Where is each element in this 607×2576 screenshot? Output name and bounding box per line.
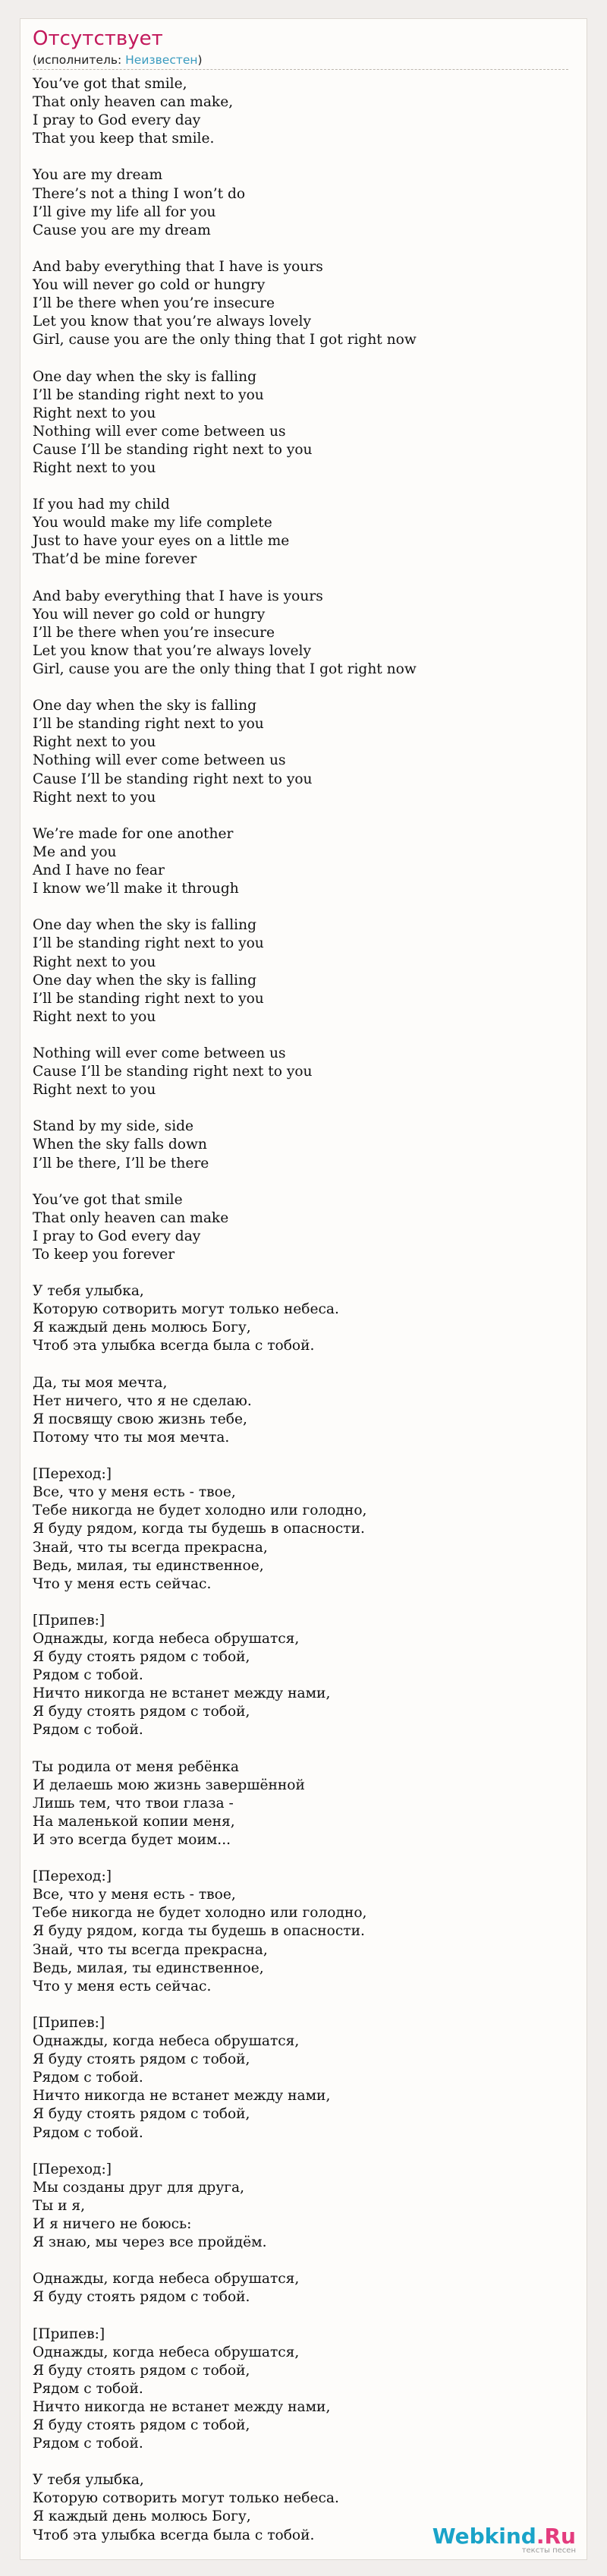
- lyrics-line: Рядом с тобой.: [33, 1667, 143, 1684]
- lyrics-stanza: [33, 825, 573, 898]
- lyrics-line: [Переход:]: [33, 2161, 112, 2177]
- lyrics-line: Stand by my side, side: [33, 1118, 194, 1135]
- lyrics-stanza: [33, 258, 573, 349]
- lyrics-line: Да, ты моя мечта,: [33, 1374, 168, 1391]
- lyrics-stanza: [33, 2161, 573, 2252]
- lyrics-line: Ничто никогда не встанет между нами,: [33, 1685, 331, 1702]
- lyrics-line: Cause you are my dream: [33, 222, 211, 238]
- lyrics-line: Я буду рядом, когда ты будешь в опасности.: [33, 1923, 365, 1940]
- lyrics-line: Right next to you: [33, 734, 156, 751]
- lyrics-line: Girl, cause you are the only thing that I got right now: [33, 332, 417, 348]
- lyrics-line: У тебя улыбка,: [33, 2472, 144, 2489]
- lyrics-line: Нет ничего, что я не сделаю.: [33, 1392, 252, 1409]
- artist-byline: [33, 53, 203, 67]
- lyrics-line: Я буду стоять рядом с тобой,: [33, 2106, 250, 2123]
- lyrics-line: Я знаю, мы через все пройдём.: [33, 2234, 267, 2251]
- lyrics-line: I’ll give my life all for you: [33, 203, 216, 220]
- lyrics-line: Cause I’ll be standing right next to you: [33, 771, 313, 787]
- lyrics-stanza: [33, 916, 573, 1026]
- lyrics-line: Я буду стоять рядом с тобой.: [33, 2289, 250, 2306]
- lyrics-line: Я буду стоять рядом с тобой,: [33, 2417, 250, 2433]
- lyrics-line: Ничто никогда не встанет между нами,: [33, 2088, 331, 2105]
- lyrics-line: Что у меня есть сейчас.: [33, 1575, 212, 1592]
- lyrics-line: Я каждый день молюсь Богу,: [33, 2508, 251, 2525]
- lyrics-line: Чтоб эта улыбка всегда была с тобой.: [33, 1338, 315, 1354]
- artist-link[interactable]: Неизвестен: [125, 53, 198, 67]
- lyrics-line: I know we’ll make it through: [33, 881, 239, 897]
- lyrics-line: You are my dream: [33, 167, 163, 184]
- lyrics-line: Я буду стоять рядом с тобой,: [33, 1649, 250, 1666]
- lyrics-card: [20, 18, 587, 2560]
- lyrics-line: If you had my child: [33, 497, 170, 513]
- lyrics-stanza: [33, 1612, 573, 1740]
- lyrics-line: Cause I’ll be standing right next to you: [33, 441, 313, 458]
- lyrics-line: [Припев:]: [33, 1612, 105, 1629]
- lyrics-line: That only heaven can make,: [33, 94, 234, 111]
- lyrics-stanza: [33, 1868, 573, 1996]
- lyrics-line: When the sky falls down: [33, 1137, 207, 1153]
- lyrics-line: That only heaven can make: [33, 1209, 229, 1226]
- lyrics-line: Чтоб эта улыбка всегда была с тобой.: [33, 2527, 315, 2543]
- lyrics-line: Nothing will ever come between us: [33, 752, 286, 769]
- lyrics-stanza: [33, 368, 573, 478]
- lyrics-line: One day when the sky is falling: [33, 368, 256, 385]
- lyrics-line: I’ll be there, I’ll be there: [33, 1155, 209, 1171]
- lyrics-line: Рядом с тобой.: [33, 2380, 143, 2397]
- lyrics-line: And I have no fear: [33, 862, 165, 879]
- lyrics-line: Все, что у меня есть - твое,: [33, 1484, 236, 1501]
- lyrics-line: That’d be mine forever: [33, 551, 197, 568]
- lyrics-line: И это всегда будет моим...: [33, 1832, 231, 1848]
- lyrics-line: Тебе никогда не будет холодно или голодно,: [33, 1905, 367, 1922]
- lyrics-line: Которую сотворить могут только небеса.: [33, 1301, 339, 1318]
- byline-suffix: ): [197, 53, 203, 67]
- lyrics-line: There’s not a thing I won’t do: [33, 185, 246, 202]
- lyrics-line: That you keep that smile.: [33, 131, 215, 147]
- lyrics-line: Знай, что ты всегда прекрасна,: [33, 1539, 268, 1556]
- lyrics-line: You’ve got that smile,: [33, 76, 187, 92]
- lyrics-line: У тебя улыбка,: [33, 1283, 144, 1300]
- lyrics-line: Я посвящу свою жизнь тебе,: [33, 1411, 247, 1427]
- lyrics-line: We’re made for one another: [33, 825, 234, 842]
- lyrics-stanza: [33, 588, 573, 679]
- lyrics-line: And baby everything that I have is yours: [33, 588, 323, 604]
- lyrics-line: Right next to you: [33, 459, 156, 476]
- lyrics-stanza: [33, 2014, 573, 2142]
- lyrics-line: Ты и я,: [33, 2197, 86, 2214]
- lyrics-line: Однажды, когда небеса обрушатся,: [33, 2033, 300, 2050]
- lyrics-line: Right next to you: [33, 1008, 156, 1025]
- lyrics-line: Однажды, когда небеса обрушатся,: [33, 2271, 300, 2288]
- lyrics-line: I’ll be standing right next to you: [33, 386, 264, 403]
- lyrics-line: Я буду стоять рядом с тобой,: [33, 1704, 250, 1720]
- logo-tagline: тексты песен: [521, 2546, 576, 2555]
- lyrics-line: Let you know that you’re always lovely: [33, 642, 311, 659]
- lyrics-line: Все, что у меня есть - твое,: [33, 1887, 236, 1903]
- lyrics-line: [Припев:]: [33, 2014, 105, 2031]
- lyrics-line: You’ve got that smile: [33, 1191, 183, 1208]
- lyrics-text: [33, 75, 573, 2563]
- lyrics-line: Рядом с тобой.: [33, 2124, 143, 2141]
- logo-tld: .Ru: [536, 2524, 576, 2549]
- lyrics-line: Ты родила от меня ребёнка: [33, 1758, 239, 1775]
- lyrics-line: You will never go cold or hungry: [33, 277, 266, 294]
- lyrics-line: And baby everything that I have is yours: [33, 258, 323, 275]
- lyrics-line: Right next to you: [33, 1082, 156, 1099]
- lyrics-line: Right next to you: [33, 789, 156, 806]
- lyrics-line: Я буду стоять рядом с тобой,: [33, 2362, 250, 2379]
- lyrics-line: Знай, что ты всегда прекрасна,: [33, 1941, 268, 1958]
- lyrics-stanza: [33, 496, 573, 569]
- lyrics-stanza: [33, 1758, 573, 1849]
- lyrics-line: You would make my life complete: [33, 515, 272, 531]
- lyrics-line: Я буду стоять рядом с тобой,: [33, 2051, 250, 2068]
- lyrics-stanza: [33, 1282, 573, 1355]
- byline-prefix: (исполнитель:: [33, 53, 126, 67]
- title-divider: [33, 69, 568, 70]
- lyrics-line: I’ll be there when you’re insecure: [33, 295, 275, 312]
- lyrics-line: [Переход:]: [33, 1868, 112, 1885]
- lyrics-line: Лишь тем, что твои глаза -: [33, 1795, 234, 1811]
- site-logo[interactable]: [432, 2525, 576, 2555]
- lyrics-stanza: [33, 1191, 573, 1264]
- lyrics-line: Ведь, милая, ты единственное,: [33, 1960, 264, 1976]
- lyrics-line: I pray to God every day: [33, 1228, 201, 1244]
- lyrics-line: Я буду рядом, когда ты будешь в опасности.: [33, 1521, 365, 1537]
- lyrics-line: Однажды, когда небеса обрушатся,: [33, 1630, 300, 1647]
- lyrics-line: Рядом с тобой.: [33, 1722, 143, 1739]
- lyrics-stanza: [33, 1045, 573, 1099]
- lyrics-line: Nothing will ever come between us: [33, 423, 286, 440]
- lyrics-line: I’ll be standing right next to you: [33, 935, 264, 952]
- lyrics-stanza: [33, 1118, 573, 1172]
- lyrics-line: Которую сотворить могут только небеса.: [33, 2490, 339, 2507]
- lyrics-line: Ведь, милая, ты единственное,: [33, 1557, 264, 1574]
- lyrics-line: Мы созданы друг для друга,: [33, 2179, 245, 2196]
- lyrics-line: Right next to you: [33, 954, 156, 970]
- lyrics-line: Girl, cause you are the only thing that I got right now: [33, 661, 417, 677]
- lyrics-line: Рядом с тобой.: [33, 2436, 143, 2452]
- lyrics-stanza: [33, 697, 573, 807]
- lyrics-line: Потому что ты моя мечта.: [33, 1429, 230, 1446]
- lyrics-line: To keep you forever: [33, 1247, 175, 1263]
- lyrics-line: Me and you: [33, 843, 117, 860]
- lyrics-line: Однажды, когда небеса обрушатся,: [33, 2344, 300, 2360]
- lyrics-stanza: [33, 2325, 573, 2454]
- lyrics-stanza: [33, 75, 573, 148]
- lyrics-line: Тебе никогда не будет холодно или голодно,: [33, 1502, 367, 1519]
- lyrics-stanza: [33, 2270, 573, 2306]
- lyrics-line: One day when the sky is falling: [33, 698, 256, 714]
- logo-name: Webkind: [432, 2524, 536, 2549]
- lyrics-line: Right next to you: [33, 405, 156, 421]
- lyrics-stanza: [33, 1465, 573, 1594]
- page-title: Отсутствует: [33, 27, 163, 50]
- lyrics-line: I’ll be standing right next to you: [33, 716, 264, 733]
- lyrics-line: Cause I’ll be standing right next to you: [33, 1064, 313, 1080]
- lyrics-line: Just to have your eyes on a little me: [33, 533, 290, 550]
- lyrics-line: Let you know that you’re always lovely: [33, 314, 311, 330]
- lyrics-line: I’ll be standing right next to you: [33, 990, 264, 1007]
- lyrics-line: I pray to God every day: [33, 112, 201, 129]
- logo-wordmark: [432, 2525, 576, 2548]
- lyrics-line: И делаешь мою жизнь завершённой: [33, 1777, 305, 1793]
- lyrics-line: One day when the sky is falling: [33, 972, 256, 988]
- lyrics-stanza: [33, 166, 573, 239]
- lyrics-line: И я ничего не боюсь:: [33, 2215, 192, 2232]
- lyrics-line: [Переход:]: [33, 1466, 112, 1483]
- lyrics-line: Я каждый день молюсь Богу,: [33, 1320, 251, 1336]
- lyrics-line: You will never go cold or hungry: [33, 606, 266, 623]
- lyrics-line: На маленькой копии меня,: [33, 1813, 235, 1830]
- lyrics-line: Ничто никогда не встанет между нами,: [33, 2398, 331, 2415]
- lyrics-line: [Припев:]: [33, 2325, 105, 2342]
- lyrics-line: Рядом с тобой.: [33, 2070, 143, 2086]
- lyrics-line: One day when the sky is falling: [33, 917, 256, 934]
- lyrics-stanza: [33, 1374, 573, 1447]
- lyrics-line: Nothing will ever come between us: [33, 1045, 286, 1061]
- lyrics-line: Что у меня есть сейчас.: [33, 1978, 212, 1994]
- lyrics-line: I’ll be there when you’re insecure: [33, 624, 275, 641]
